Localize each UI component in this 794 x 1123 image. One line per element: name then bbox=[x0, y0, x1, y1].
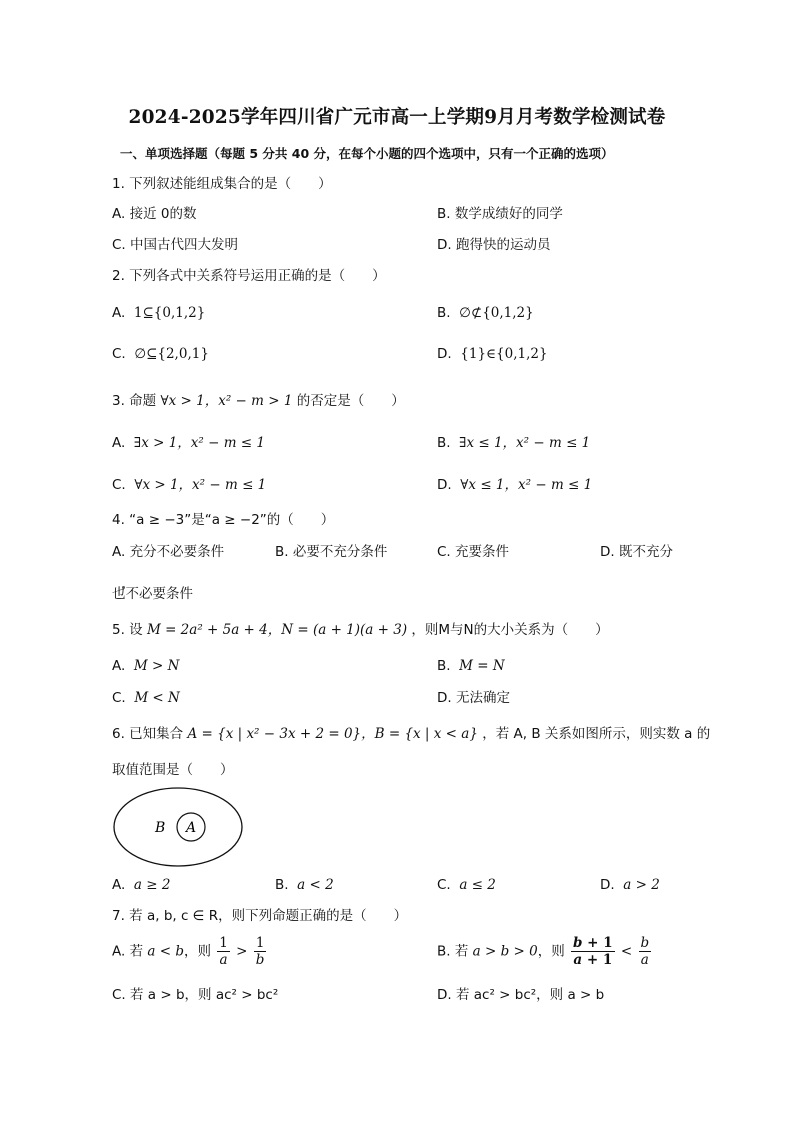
question-4-option-d-continued: 也不必要条件 bbox=[112, 586, 193, 602]
question-2-stem: 2. 下列各式中关系符号运用正确的是（ ） bbox=[112, 268, 386, 284]
stem-text: ，若 A, B 关系如图所示，则实数 a 的 bbox=[482, 726, 711, 742]
option-math: M = N bbox=[459, 658, 505, 674]
option-math: 1⊆{0,1,2} bbox=[133, 305, 206, 321]
venn-diagram bbox=[110, 785, 250, 871]
question-4-option-a[interactable]: A. 充分不必要条件 bbox=[112, 544, 225, 560]
section-heading: 一、单项选择题（每题 5 分共 40 分，在每个小题的四个选项中，只有一个正确的选项） bbox=[120, 146, 614, 161]
question-1-option-c[interactable]: C. 中国古代四大发明 bbox=[112, 237, 239, 253]
question-3-option-b[interactable]: B. ∃x ≤ 1，x² − m ≤ 1 bbox=[437, 435, 591, 451]
set-a-label: A bbox=[186, 820, 197, 836]
option-math: M < N bbox=[134, 690, 180, 706]
question-4-option-b[interactable]: B. 必要不充分条件 bbox=[275, 544, 388, 560]
stem-text: 6. 已知集合 bbox=[112, 726, 184, 742]
stem-text: 5. 设 bbox=[112, 622, 143, 638]
question-4-stem: 4. “a ≥ −3”是“a ≥ −2”的（ ） bbox=[112, 512, 335, 528]
fraction-1-over-a: $\frac{1}{a}$ bbox=[219, 935, 228, 968]
question-2-option-b[interactable]: B. ∅⊄{0,1,2} bbox=[437, 305, 534, 321]
question-6-option-c[interactable]: C. a ≤ 2 bbox=[437, 877, 496, 893]
question-1-option-a[interactable]: A. 接近 0的数 bbox=[112, 206, 197, 222]
stem-text: 3. 命题 bbox=[112, 393, 157, 409]
question-3-option-a[interactable]: A. ∃x > 1，x² − m ≤ 1 bbox=[112, 435, 265, 451]
stem-text: ，则M与N的大小关系为（ ） bbox=[411, 622, 609, 638]
option-text: ，则 bbox=[183, 943, 211, 960]
stem-text: 的否定是（ ） bbox=[296, 393, 405, 409]
stem-math: A = {x | x² − 3x + 2 = 0}，B = {x | x < a} bbox=[187, 726, 478, 742]
option-text: ，则 bbox=[537, 943, 565, 960]
question-6-option-d[interactable]: D. a > 2 bbox=[600, 877, 660, 893]
option-math: a ≤ 2 bbox=[459, 877, 496, 893]
question-3-stem bbox=[112, 391, 405, 411]
option-text: B. 若 bbox=[437, 943, 469, 960]
question-3-option-c[interactable]: C. ∀x > 1，x² − m ≤ 1 bbox=[112, 477, 267, 493]
question-7-option-b[interactable]: B. 若 a > b > 0，则 $\frac{b + 1}{a + 1}$ < $\frac{b}{a}$ bbox=[437, 935, 650, 968]
option-math: a > 2 bbox=[623, 877, 660, 893]
option-text: A. 若 bbox=[112, 943, 144, 960]
option-math: ∃x > 1，x² − m ≤ 1 bbox=[133, 435, 265, 451]
option-math: a ≥ 2 bbox=[133, 877, 171, 893]
stem-math: ∀x > 1，x² − m > 1 bbox=[160, 393, 293, 409]
question-4-option-d[interactable]: D. 既不充分 bbox=[600, 544, 673, 560]
question-2-option-a[interactable]: A. 1⊆{0,1,2} bbox=[112, 305, 206, 321]
question-7-option-a[interactable]: A. 若 a < b，则 $\frac{1}{a}$ > $\frac{1}{b}$ bbox=[112, 935, 265, 968]
question-1-stem: 1. 下列叙述能组成集合的是（ ） bbox=[112, 176, 332, 192]
exam-title: 2024-2025学年四川省广元市高一上学期9月月考数学检测试卷 bbox=[128, 107, 666, 128]
question-3-option-d[interactable]: D. ∀x ≤ 1，x² − m ≤ 1 bbox=[437, 477, 593, 493]
question-2-option-c[interactable]: C. ∅⊆{2,0,1} bbox=[112, 346, 209, 362]
set-b-label: B bbox=[155, 820, 166, 836]
set-b-ellipse bbox=[114, 788, 242, 866]
option-math: a < b bbox=[147, 943, 184, 960]
question-2-option-d[interactable]: D. {1}∈{0,1,2} bbox=[437, 346, 548, 362]
question-1-option-d[interactable]: D. 跑得快的运动员 bbox=[437, 237, 551, 253]
question-7-option-c[interactable]: C. 若 a > b，则 ac² > bc² bbox=[112, 987, 279, 1003]
fraction-b-plus-1-over-a-plus-1: $\frac{b + 1}{a + 1}$ bbox=[573, 935, 613, 968]
option-math: ∅⊆{2,0,1} bbox=[134, 346, 209, 362]
question-6-stem bbox=[112, 724, 710, 744]
question-5-option-b[interactable]: B. M = N bbox=[437, 658, 505, 674]
stem-math: M = 2a² + 5a + 4，N = (a + 1)(a + 3) bbox=[146, 622, 408, 638]
question-5-stem bbox=[112, 620, 609, 640]
option-math: ∅⊄{0,1,2} bbox=[459, 305, 534, 321]
option-math: ∀x > 1，x² − m ≤ 1 bbox=[134, 477, 267, 493]
fraction-b-over-a: $\frac{b}{a}$ bbox=[640, 935, 650, 968]
question-6-option-a[interactable]: A. a ≥ 2 bbox=[112, 877, 171, 893]
option-math: a > b > 0 bbox=[472, 943, 538, 960]
question-6-stem-line-2: 取值范围是（ ） bbox=[112, 762, 234, 778]
question-1-option-b[interactable]: B. 数学成绩好的同学 bbox=[437, 206, 563, 222]
question-7-option-d[interactable]: D. 若 ac² > bc²，则 a > b bbox=[437, 987, 605, 1003]
question-5-option-c[interactable]: C. M < N bbox=[112, 690, 180, 706]
question-6-option-b[interactable]: B. a < 2 bbox=[275, 877, 334, 893]
question-4-option-c[interactable]: C. 充要条件 bbox=[437, 544, 510, 560]
option-math: ∃x ≤ 1，x² − m ≤ 1 bbox=[459, 435, 591, 451]
option-math: ∀x ≤ 1，x² − m ≤ 1 bbox=[460, 477, 593, 493]
question-5-option-a[interactable]: A. M > N bbox=[112, 658, 180, 674]
option-math: M > N bbox=[133, 658, 180, 674]
option-math: {1}∈{0,1,2} bbox=[460, 346, 548, 362]
fraction-1-over-b: $\frac{1}{b}$ bbox=[255, 935, 265, 968]
option-math: a < 2 bbox=[297, 877, 334, 893]
question-5-option-d[interactable]: D. 无法确定 bbox=[437, 690, 510, 706]
question-7-stem: 7. 若 a, b, c ∈ R，则下列命题正确的是（ ） bbox=[112, 908, 408, 924]
